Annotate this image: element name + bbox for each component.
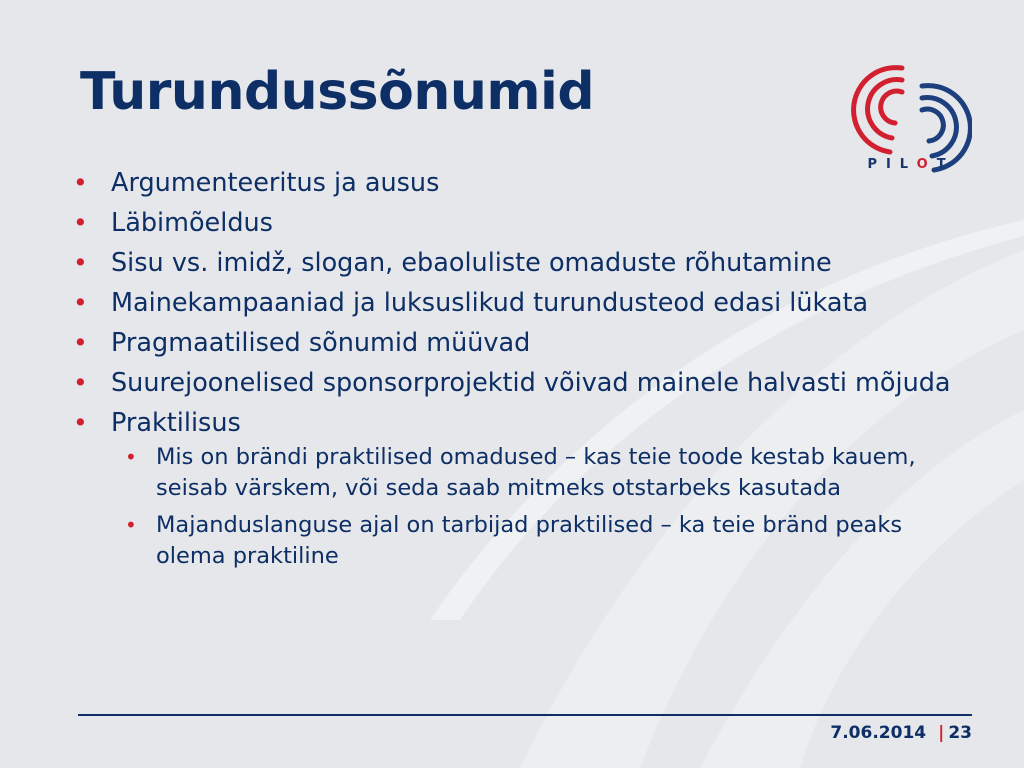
bullet-item: • Suurejoonelised sponsorprojektid võivad mainele halvasti mõjuda: [70, 366, 970, 400]
footer-divider: [78, 714, 972, 716]
sub-bullet-item: • Majanduslanguse ajal on tarbijad praktilised – ka teie bränd peaks olema praktiline: [111, 510, 970, 572]
bullet-item: • Läbimõeldus: [70, 206, 970, 240]
page-number: 23: [948, 723, 972, 743]
bullet-item: • Mainekampaaniad ja luksuslikud turundusteod edasi lükata: [70, 286, 970, 320]
bullet-list: [70, 166, 970, 578]
bullet-item: • Argumenteeritus ja ausus: [70, 166, 970, 200]
footer-date: 7.06.2014: [830, 723, 927, 743]
sub-bullet-list: [111, 442, 970, 572]
bullet-item: • Pragmaatilised sõnumid müüvad: [70, 326, 970, 360]
footer: [830, 723, 972, 743]
footer-separator: |: [938, 723, 945, 743]
sub-bullet-item: • Mis on brändi praktilised omadused – kas teie toode kestab kauem, seisab värskem, või seda saab mitmeks otstarbeks kasutada: [111, 442, 970, 504]
logo-wordmark: PILOT: [867, 157, 955, 172]
slide-title: Turundussõnumid: [80, 62, 595, 122]
bullet-item: • Sisu vs. imidž, slogan, ebaoluliste omaduste rõhutamine: [70, 246, 970, 280]
bullet-item: • Praktilisus • Mis on brändi praktilised omadused – kas teie toode kestab kauem, seisab värskem, või seda saab mitmeks otstarbeks kasutada • Majanduslanguse ajal on tarbijad praktilised – ka teie bränd peaks olema praktiline: [70, 406, 970, 572]
